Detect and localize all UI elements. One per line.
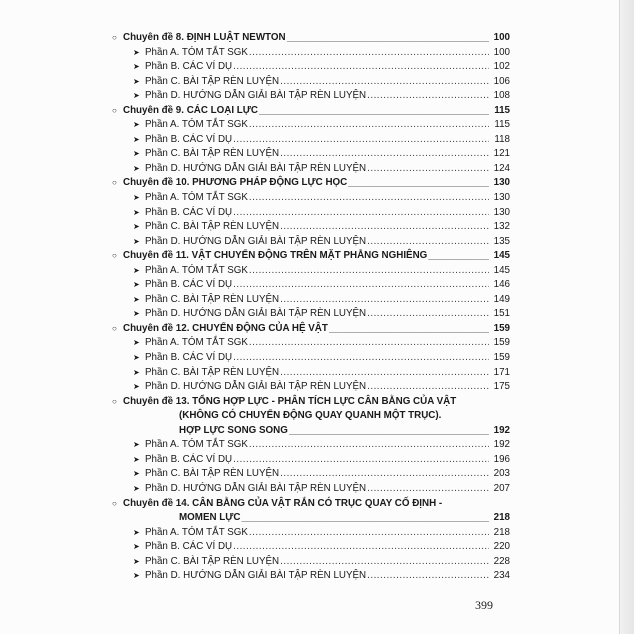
circle-bullet-icon: ○ — [112, 251, 117, 261]
toc-topic-title-line: MOMEN LỰC — [179, 512, 241, 524]
dot-leader — [287, 31, 489, 46]
toc-topic-row[interactable] — [112, 104, 510, 119]
arrow-bullet-icon: ➤ — [133, 222, 140, 232]
arrow-bullet-icon: ➤ — [133, 483, 140, 493]
toc-page-number: 130 — [493, 177, 510, 189]
toc-page-number: 115 — [494, 104, 510, 116]
arrow-bullet-icon: ➤ — [133, 91, 140, 101]
toc-part-row[interactable] — [112, 60, 510, 75]
toc-part-label: Phần D. HƯỚNG DẪN GIẢI BÀI TẬP RÈN LUYỆN — [145, 570, 367, 582]
dot-leader — [280, 293, 489, 308]
toc-page-number: 121 — [493, 148, 510, 160]
toc-part-row[interactable] — [112, 206, 510, 221]
dot-leader — [249, 118, 489, 133]
dot-leader — [233, 351, 489, 366]
toc-part-label: Phần D. HƯỚNG DẪN GIẢI BÀI TẬP RÈN LUYỆN — [145, 90, 367, 102]
toc-part-row[interactable] — [112, 540, 510, 555]
toc-part-label: Phần A. TÓM TẮT SGK — [145, 526, 248, 538]
dot-leader — [233, 206, 489, 221]
toc-part-row[interactable] — [112, 336, 510, 351]
toc-part-row[interactable] — [112, 380, 510, 395]
dot-leader — [367, 569, 489, 584]
arrow-bullet-icon: ➤ — [133, 236, 140, 246]
dot-leader — [289, 424, 489, 439]
dot-leader — [233, 60, 489, 75]
dot-leader — [367, 380, 489, 395]
toc-part-label: Phần C. BÀI TẬP RÈN LUYỆN — [145, 555, 280, 567]
toc-page-number: 151 — [493, 308, 510, 320]
arrow-bullet-icon: ➤ — [133, 353, 140, 363]
dot-leader — [280, 467, 489, 482]
toc-topic-title: Chuyên đề 8. ĐỊNH LUẬT NEWTON — [123, 32, 286, 43]
toc-topic-continuation — [112, 424, 510, 439]
circle-bullet-icon: ○ — [112, 396, 117, 406]
toc-part-row[interactable] — [112, 235, 510, 250]
dot-leader — [233, 540, 489, 555]
page-number: 399 — [475, 598, 493, 612]
circle-bullet-icon: ○ — [112, 498, 117, 508]
dot-leader — [367, 162, 489, 177]
toc-part-row[interactable] — [112, 220, 510, 235]
dot-leader — [329, 322, 489, 337]
toc-topic-row[interactable] — [112, 497, 510, 512]
dot-leader — [249, 336, 489, 351]
arrow-bullet-icon: ➤ — [133, 571, 140, 581]
arrow-bullet-icon: ➤ — [133, 294, 140, 304]
toc-page-number: 218 — [493, 512, 510, 524]
arrow-bullet-icon: ➤ — [133, 134, 140, 144]
toc-topic-title: Chuyên đề 11. VẬT CHUYỂN ĐỘNG TRÊN MẶT PHẲNG NGHIÊNG — [123, 250, 428, 262]
toc-page-number: 145 — [493, 264, 510, 276]
toc-part-label: Phần B. CÁC VÍ DỤ — [145, 279, 233, 291]
toc-page-number: 203 — [493, 468, 510, 480]
toc-part-label: Phần A. TÓM TẮT SGK — [145, 439, 248, 451]
toc-page-number: 228 — [493, 555, 510, 567]
dot-leader — [249, 46, 489, 61]
toc-page-number: 159 — [493, 337, 510, 349]
dot-leader — [348, 176, 489, 191]
toc-part-label: Phần B. CÁC VÍ DỤ — [145, 61, 233, 73]
toc-page-number: 192 — [493, 439, 510, 451]
toc-page-number: 124 — [493, 162, 510, 174]
toc-part-label: Phần A. TÓM TẮT SGK — [145, 119, 248, 131]
arrow-bullet-icon: ➤ — [133, 149, 140, 159]
toc-part-row[interactable] — [112, 351, 510, 366]
toc-part-label: Phần D. HƯỚNG DẪN GIẢI BÀI TẬP RÈN LUYỆN — [145, 308, 367, 320]
toc-page-number: 149 — [493, 293, 510, 305]
arrow-bullet-icon: ➤ — [133, 367, 140, 377]
dot-leader — [280, 75, 489, 90]
dot-leader — [428, 249, 489, 264]
toc-part-row[interactable] — [112, 569, 510, 584]
toc-page-number: 145 — [493, 250, 510, 262]
toc-topic-continuation — [112, 409, 510, 424]
toc-page-number: 130 — [493, 192, 510, 204]
dot-leader — [280, 366, 489, 381]
toc-topic-row[interactable] — [112, 31, 510, 46]
circle-bullet-icon: ○ — [112, 323, 117, 333]
arrow-bullet-icon: ➤ — [133, 338, 140, 348]
circle-bullet-icon: ○ — [112, 105, 117, 115]
toc-part-label: Phần A. TÓM TẮT SGK — [145, 192, 248, 204]
toc-page-number: 100 — [493, 32, 510, 43]
dot-leader — [280, 555, 489, 570]
arrow-bullet-icon: ➤ — [133, 556, 140, 566]
arrow-bullet-icon: ➤ — [133, 265, 140, 275]
toc-topic-continuation — [112, 511, 510, 526]
toc-topic-title: Chuyên đề 9. CÁC LOẠI LỰC — [123, 104, 258, 116]
toc-part-label: Phần C. BÀI TẬP RÈN LUYỆN — [145, 148, 280, 160]
dot-leader — [367, 89, 489, 104]
dot-leader — [280, 220, 489, 235]
toc-part-label: Phần B. CÁC VÍ DỤ — [145, 133, 233, 145]
toc-part-row[interactable] — [112, 46, 510, 61]
toc-part-row[interactable] — [112, 147, 510, 162]
toc-page-number: 220 — [493, 541, 510, 553]
toc-page-number: 146 — [493, 279, 510, 291]
toc-part-label: Phần B. CÁC VÍ DỤ — [145, 352, 233, 364]
toc-part-row[interactable] — [112, 453, 510, 468]
dot-leader — [233, 278, 489, 293]
dot-leader — [367, 307, 489, 322]
toc-topic-title-line: HỢP LỰC SONG SONG — [179, 424, 288, 436]
toc-part-label: Phần C. BÀI TẬP RÈN LUYỆN — [145, 75, 280, 87]
dot-leader — [233, 453, 489, 468]
toc-part-row[interactable] — [112, 526, 510, 541]
toc-part-label: Phần B. CÁC VÍ DỤ — [145, 206, 233, 218]
toc-page-number: 135 — [493, 235, 510, 247]
toc-part-label: Phần B. CÁC VÍ DỤ — [145, 541, 233, 553]
arrow-bullet-icon: ➤ — [133, 62, 140, 72]
dot-leader — [367, 235, 489, 250]
arrow-bullet-icon: ➤ — [133, 193, 140, 203]
arrow-bullet-icon: ➤ — [133, 382, 140, 392]
toc-page-number: 218 — [493, 526, 510, 538]
toc-page-number: 234 — [493, 570, 510, 582]
dot-leader — [249, 438, 489, 453]
toc-topic-row[interactable] — [112, 249, 510, 264]
toc-page-number: 130 — [493, 206, 510, 218]
toc-part-label: Phần A. TÓM TẮT SGK — [145, 337, 248, 349]
toc-page-number: 108 — [493, 90, 510, 102]
toc-part-row[interactable] — [112, 191, 510, 206]
toc-part-row[interactable] — [112, 118, 510, 133]
toc-part-row[interactable] — [112, 482, 510, 497]
dot-leader — [280, 147, 489, 162]
toc-page-number: 118 — [494, 133, 510, 145]
toc-part-row[interactable] — [112, 555, 510, 570]
toc-page-number: 196 — [493, 453, 510, 465]
toc-page-number: 100 — [493, 46, 510, 58]
toc-part-label: Phần A. TÓM TẮT SGK — [145, 264, 248, 276]
arrow-bullet-icon: ➤ — [133, 454, 140, 464]
toc-page-number: 132 — [493, 221, 510, 233]
table-of-contents — [112, 31, 510, 584]
toc-part-row[interactable] — [112, 293, 510, 308]
arrow-bullet-icon: ➤ — [133, 309, 140, 319]
arrow-bullet-icon: ➤ — [133, 76, 140, 86]
toc-page-number: 106 — [493, 75, 510, 87]
arrow-bullet-icon: ➤ — [133, 163, 140, 173]
toc-part-row[interactable] — [112, 264, 510, 279]
toc-part-row[interactable] — [112, 307, 510, 322]
toc-topic-title-line: (KHÔNG CÓ CHUYỂN ĐỘNG QUAY QUANH MỘT TRỤC). — [179, 410, 442, 422]
page-edge — [619, 0, 634, 634]
toc-part-label: Phần D. HƯỚNG DẪN GIẢI BÀI TẬP RÈN LUYỆN — [145, 162, 367, 174]
toc-topic-row[interactable] — [112, 322, 510, 337]
circle-bullet-icon: ○ — [112, 33, 117, 42]
dot-leader — [249, 264, 489, 279]
toc-topic-title: Chuyên đề 14. CÂN BẰNG CỦA VẬT RẮN CÓ TRỤC QUAY CỐ ĐỊNH - — [123, 497, 443, 509]
arrow-bullet-icon: ➤ — [133, 542, 140, 552]
arrow-bullet-icon: ➤ — [133, 47, 140, 57]
toc-part-label: Phần A. TÓM TẮT SGK — [145, 46, 248, 58]
toc-part-row[interactable] — [112, 162, 510, 177]
toc-topic-row[interactable] — [112, 176, 510, 191]
arrow-bullet-icon: ➤ — [133, 280, 140, 290]
toc-topic-title: Chuyên đề 12. CHUYỂN ĐỘNG CỦA HỆ VẬT — [123, 322, 328, 334]
toc-page-number: 192 — [493, 424, 510, 436]
toc-part-label: Phần C. BÀI TẬP RÈN LUYỆN — [145, 221, 280, 233]
toc-part-label: Phần C. BÀI TẬP RÈN LUYỆN — [145, 468, 280, 480]
toc-part-row[interactable] — [112, 467, 510, 482]
toc-part-label: Phần C. BÀI TẬP RÈN LUYỆN — [145, 366, 280, 378]
toc-part-label: Phần D. HƯỚNG DẪN GIẢI BÀI TẬP RÈN LUYỆN — [145, 482, 367, 494]
toc-topic-title: Chuyên đề 10. PHƯƠNG PHÁP ĐỘNG LỰC HỌC — [123, 177, 348, 189]
dot-leader — [249, 526, 489, 541]
toc-page-number: 159 — [493, 352, 510, 364]
toc-page-number: 207 — [493, 482, 510, 494]
toc-part-label: Phần B. CÁC VÍ DỤ — [145, 453, 233, 465]
toc-part-row[interactable] — [112, 133, 510, 148]
toc-part-label: Phần D. HƯỚNG DẪN GIẢI BÀI TẬP RÈN LUYỆN — [145, 235, 367, 247]
toc-part-row[interactable] — [112, 366, 510, 381]
toc-topic-row[interactable] — [112, 395, 510, 410]
toc-topic-title: Chuyên đề 13. TỔNG HỢP LỰC - PHÂN TÍCH LỰC CÂN BẰNG CỦA VẬT — [123, 395, 457, 407]
circle-bullet-icon: ○ — [112, 178, 117, 188]
toc-part-row[interactable] — [112, 278, 510, 293]
dot-leader — [249, 191, 489, 206]
toc-part-label: Phần D. HƯỚNG DẪN GIẢI BÀI TẬP RÈN LUYỆN — [145, 381, 367, 393]
dot-leader — [233, 133, 489, 148]
dot-leader — [367, 482, 489, 497]
arrow-bullet-icon: ➤ — [133, 207, 140, 217]
arrow-bullet-icon: ➤ — [133, 469, 140, 479]
toc-page-number: 115 — [494, 119, 510, 131]
toc-page-number: 102 — [493, 61, 510, 73]
toc-part-label: Phần C. BÀI TẬP RÈN LUYỆN — [145, 293, 280, 305]
arrow-bullet-icon: ➤ — [133, 527, 140, 537]
toc-part-row[interactable] — [112, 89, 510, 104]
arrow-bullet-icon: ➤ — [133, 440, 140, 450]
toc-part-row[interactable] — [112, 438, 510, 453]
toc-part-row[interactable] — [112, 75, 510, 90]
dot-leader — [241, 511, 489, 526]
arrow-bullet-icon: ➤ — [133, 120, 140, 130]
toc-page-number: 159 — [493, 322, 510, 334]
dot-leader — [259, 104, 489, 119]
toc-page-number: 171 — [493, 366, 510, 378]
toc-page-number: 175 — [493, 381, 510, 393]
